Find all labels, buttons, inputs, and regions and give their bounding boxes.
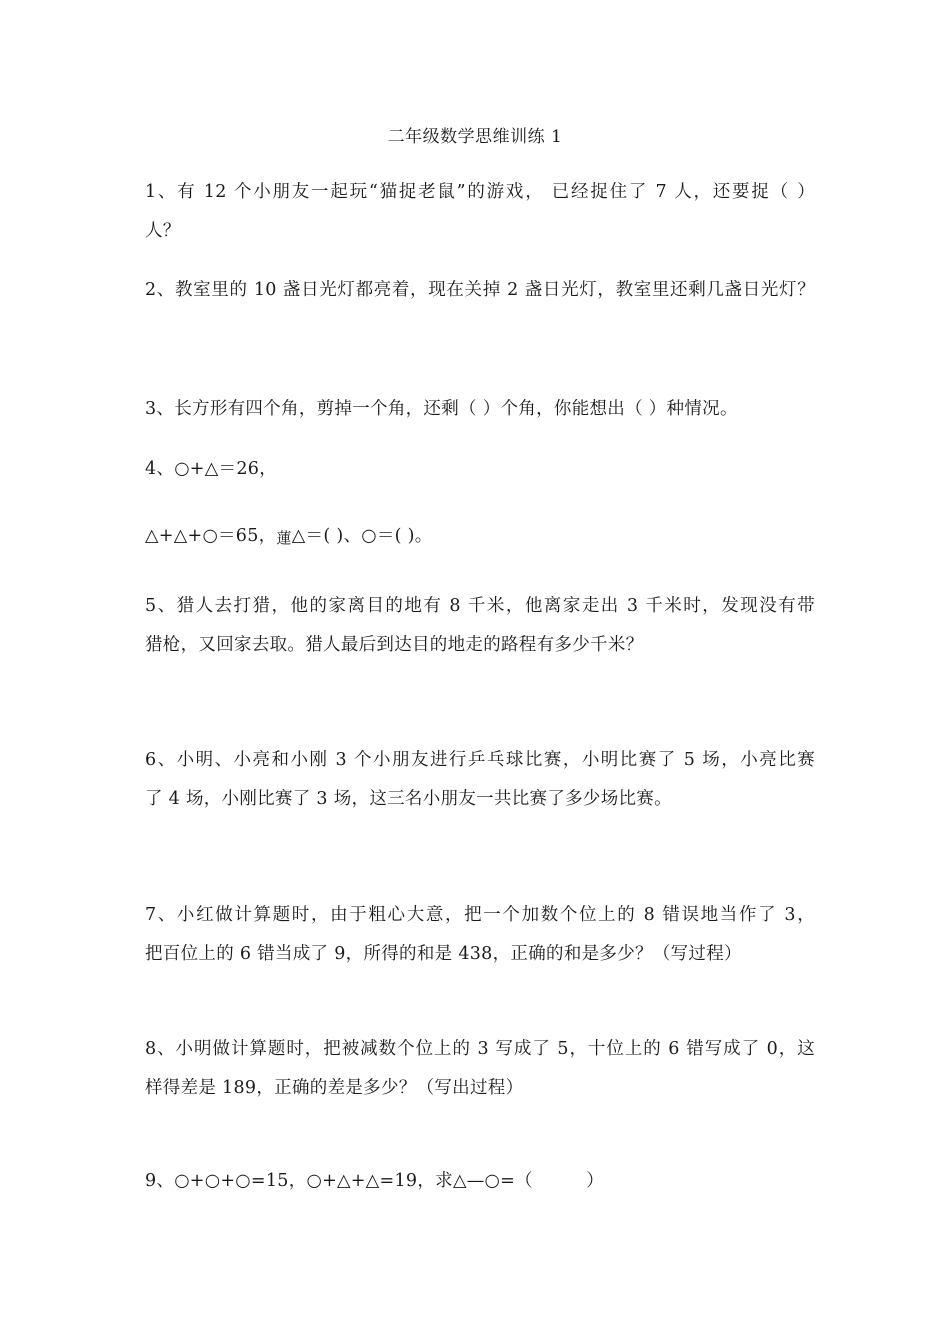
page-title: 二年级数学思维训练 1 xyxy=(387,127,563,147)
question-8-line-1: 8、小明做计算题时，把被减数个位上的 3 写成了 5，十位上的 6 错写成了 0，这 xyxy=(145,1039,815,1059)
stray-mark: 蓮 xyxy=(276,529,292,547)
question-4-line-1: 4、○+△＝26， xyxy=(145,459,277,479)
question-8 xyxy=(145,1030,815,1108)
question-5 xyxy=(145,587,815,665)
question-5-line-1: 5、猎人去打猎，他的家离目的地有 8 千米，他离家走出 3 千米时，发现没有带 xyxy=(145,596,815,616)
question-8-line-2: 样得差是 189，正确的差是多少？（写出过程） xyxy=(145,1078,524,1098)
question-6-line-2: 了 4 场，小刚比赛了 3 场，这三名小朋友一共比赛了多少场比赛。 xyxy=(145,789,672,809)
question-1 xyxy=(145,173,815,251)
question-3 xyxy=(145,390,815,429)
question-2-line-1: 2、教室里的 10 盏日光灯都亮着，现在关掉 2 盏日光灯，教室里还剩几盏日光灯？ xyxy=(145,280,815,300)
question-4-line-2: △+△+○＝65， xyxy=(145,526,277,546)
question-2 xyxy=(145,271,815,310)
question-6 xyxy=(145,741,815,819)
question-3-line-1: 3、长方形有四个角，剪掉一个角，还剩（ ）个角，你能想出（ ）种情况。 xyxy=(145,399,738,419)
question-4-line-2-tail: △＝( )、○＝( )。 xyxy=(291,526,433,546)
question-7-line-1: 7、小红做计算题时，由于粗心大意，把一个加数个位上的 8 错误地当作了 3， xyxy=(145,905,815,925)
question-7 xyxy=(145,896,815,974)
question-6-line-1: 6、小明、小亮和小刚 3 个小朋友进行乒乓球比赛，小明比赛了 5 场，小亮比赛 xyxy=(145,750,815,770)
question-9 xyxy=(145,1162,815,1201)
question-1-line-1: 1、有 12 个小朋友一起玩“猫捉老鼠”的游戏， 已经捉住了 7 人，还要捉（ ） xyxy=(145,182,815,202)
question-1-line-2: 人？ xyxy=(145,221,181,241)
question-5-line-2: 猎枪，又回家去取。猎人最后到达目的地走的路程有多少千米？ xyxy=(145,635,644,655)
question-4 xyxy=(145,450,815,489)
question-7-line-2: 把百位上的 6 错当成了 9，所得的和是 438，正确的和是多少？（写过程） xyxy=(145,944,742,964)
question-9-line-1: 9、○+○+○=15，○+△+△=19，求△—○=（ ） xyxy=(145,1171,605,1191)
question-4-continued xyxy=(145,517,815,558)
